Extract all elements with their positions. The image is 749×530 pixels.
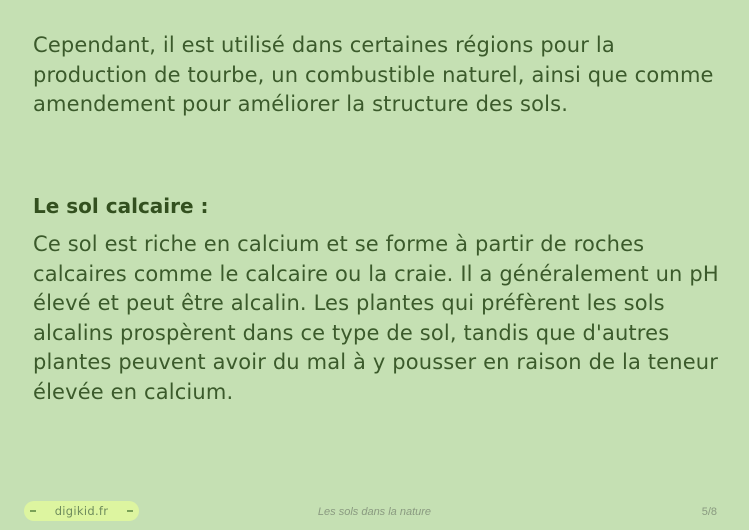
body-paragraph-calcareous-soil: Ce sol est riche en calcium et se forme à partir de roches calcaires comme le calcaire ou la craie. Il a généralement un pH élevé et peut être alcalin. Les plantes qui préfèrent les sols alcalins prospèrent dans ce type de sol, tandis que d'autres plantes peuvent avoir du mal à y pousser en raison de la teneur élevée en calcium.: [33, 232, 719, 404]
footer-document-title: Les sols dans la nature: [317, 506, 432, 518]
logo-text: digikid.fr: [54, 504, 109, 518]
section-heading-calcareous-soil: Le sol calcaire :: [33, 194, 209, 218]
page-number: 5/8: [701, 506, 717, 518]
body-paragraph-peat: Cependant, il est utilisé dans certaines régions pour la production de tourbe, un combustible naturel, ainsi que comme amendement pour améliorer la structure des sols.: [33, 33, 714, 117]
